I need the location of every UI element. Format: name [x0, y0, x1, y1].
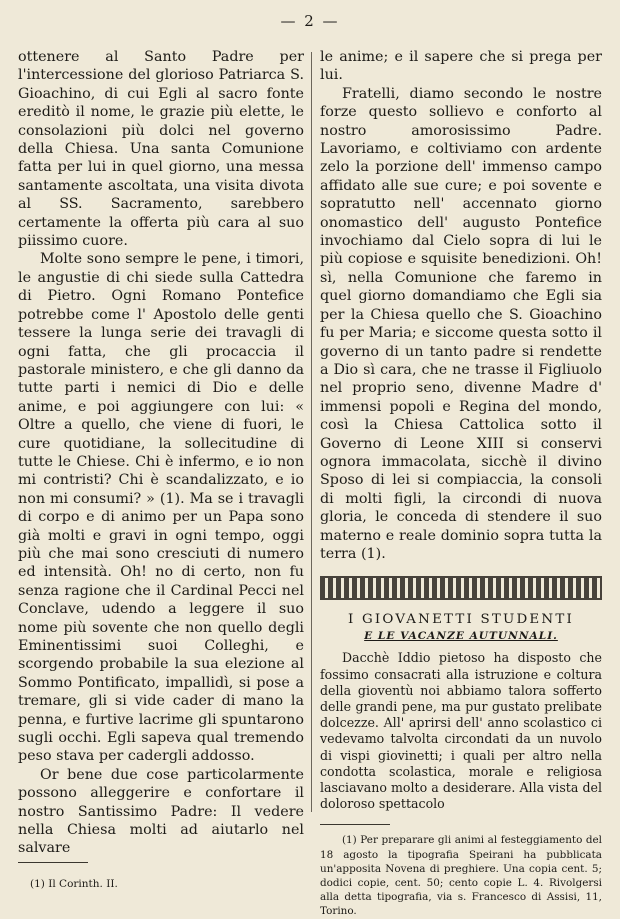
article-title: I GIOVANETTI STUDENTI [348, 612, 574, 628]
left-paragraph-1: ottenere al Santo Padre per l'intercessione del glorioso Patriarca S. Gioachino, di cui Egli al sacro fonte ereditò il nome, le grazie più elette, le consolazioni più dolci nel governo della Chiesa. Una santa Comunione fatta per lui in quel giorno, una messa santamente ascoltata, una visita divota al SS. Sacramento, sarebbero certamente la offerta più cara al suo piissimo cuore. [18, 49, 304, 250]
left-footnote-rule [18, 862, 88, 863]
article-paragraph: Dacchè Iddio pietoso ha disposto che fossimo consacrati alla istruzione e coltura della gioventù noi abbiamo talora sofferto delle grandi pene, ma pur gustato prelibate dolcezze. All' aprirsi dell' anno scolastico ci vedevamo talvolta circondati da un nuvolo di vispi giovinetti; i quali per altro nella condotta scolastica, morale e religiosa lasciavano molto a desiderare. Alla vista del doloroso spettacolo [320, 650, 602, 812]
column-divider [311, 52, 312, 812]
right-paragraph-1: le anime; e il sapere che si prega per lui. [320, 49, 602, 84]
left-footnote: (1) Il Corinth. II. [30, 878, 118, 890]
page-number: — 2 — [280, 12, 340, 30]
ornamental-divider [320, 576, 602, 600]
right-footnote-rule [320, 824, 390, 825]
left-paragraph-3: Or bene due cose particolarmente possono alleggerire e confortare il nostro Santissimo Padre: Il vedere nella Chiesa molti ad aiutarlo nel salvare [18, 766, 304, 857]
left-column [18, 48, 304, 858]
left-paragraph-2: Molte sono sempre le pene, i timori, le angustie di chi siede sulla Cattedra di Pietro. Ogni Romano Pontefice potrebbe come l' Apostolo delle genti tessere la lunga serie dei travagli di ogni fatta, che gli procaccia il pastorale ministero, e che gli danno da tutte parti i nemici di Dio e delle anime, e poi aggiungere con lui: « Oltre a quello, che viene di fuori, le cure quotidiane, la sollecitudine di tutte le Chiese. Chi è infermo, e io non mi contristi? Chi è scandalizzato, e io non mi consumi? » (1). Ma se i travagli di corpo e di animo per un Papa sono già molti e gravi in ogni tempo, oggi più che mai sono cresciuti di numero ed intensità. Oh! no di certo, non fu senza ragione che il Cardinal Pecci nel Conclave, udendo a leggere il suo nome più sovente che non quello degli Eminentissimi suoi Colleghi, e scorgendo probabile la sua elezione al Sommo Pontificato, impallidì, si pose a tremare, gli si vide cader di mano la penna, e furtive lacrime gli spuntarono sugli occhi. Egli sapeva qual tremendo peso stava per cadergli addosso. [18, 251, 304, 765]
right-paragraph-2: Fratelli, diamo secondo le nostre forze questo sollievo e conforto al nostro amorosissimo Padre. Lavoriamo, e coltiviamo con ardente zelo la porzione dell' immenso campo affidato alle sue cure; e poi sovente e sopratutto nell' accennato giorno onomastico dell' augusto Pontefice invochiamo dal Cielo sopra di lui le più copiose e squisite benedizioni. Oh! sì, nella Comunione che faremo in quel giorno domandiamo che Egli sia per la Chiesa quello che S. Gioachino fu per Maria; e siccome questa sotto il governo di un tanto padre si rendette a Dio sì cara, che ne trasse il Figliuolo nel proprio seno, divenne Madre d' immensi popoli e Regina del mondo, così la Chiesa Cattolica sotto il Governo di Leone XIII si conservi ognora immacolata, sicchè il divino Sposo di lei si compiaccia, la consoli di molti figli, la circondi di nuova gloria, le conceda di stendere il suo materno e reale dominio sopra tutta la terra (1). [320, 85, 602, 562]
right-column [320, 48, 602, 919]
right-footnote: (1) Per preparare gli animi al festeggiamento del 18 agosto la tipografia Speirani ha pubblicata un'apposita Novena di preghiere. Una copia cent. 5; dodici copie, cent. 50; cento copie L. 4. Rivolgersi alla detta tipografia, via s. Francesco di Assisi, 11, Torino. [320, 834, 602, 918]
article-subtitle: E LE VACANZE AUTUNNALI. [364, 630, 558, 643]
